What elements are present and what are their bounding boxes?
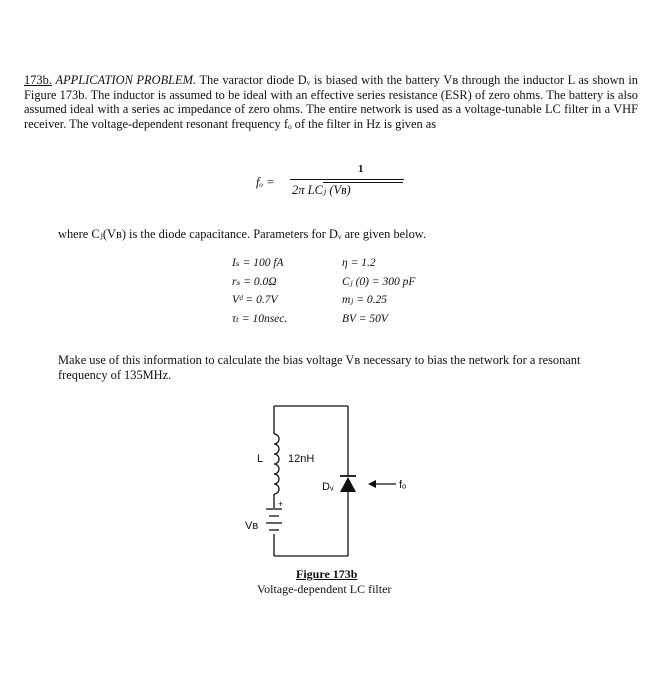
output-label: fₒ [399, 479, 407, 491]
inductor-value: 12nH [288, 453, 315, 465]
problem-number: 173b. [24, 73, 52, 87]
battery-label: Vʙ [245, 520, 259, 532]
inductor-label: L [257, 453, 264, 465]
param-rs: rₛ = 0.0Ω [232, 275, 277, 288]
formula-lhs: fₒ = [256, 175, 275, 189]
param-is: Iₛ = 100 fA [232, 257, 284, 269]
param-bv: BV = 50V [342, 312, 388, 325]
param-vd: Vᵈ = 0.7V [232, 294, 278, 307]
param-cj0: Cⱼ (0) = 300 pF [342, 275, 416, 288]
diode-label: Dᵥ [322, 481, 334, 493]
inductor-coil [274, 434, 279, 494]
arrow-left-icon [368, 480, 376, 488]
formula-denominator: 2π LCⱼ (Vʙ) [292, 183, 351, 197]
where-text: where Cⱼ(Vʙ) is the diode capacitance. Parameters for Dᵥ are given below. [58, 227, 427, 241]
param-tau: τₜ = 10nsec. [232, 312, 288, 325]
formula-numerator: 1 [358, 163, 364, 175]
task-text: Make use of this information to calculate the bias voltage Vʙ necessary to bias the network for a resonant frequency of 135MHz. [58, 353, 581, 382]
param-mj: mⱼ = 0.25 [342, 294, 387, 307]
figure-caption: Voltage-dependent LC filter [257, 582, 392, 596]
battery-plus-sign: + [278, 499, 284, 509]
problem-heading: APPLICATION PROBLEM. [55, 73, 197, 87]
figure-title: Figure 173b [296, 567, 358, 581]
param-eta: η = 1.2 [342, 257, 376, 269]
diode-triangle-icon [340, 477, 356, 492]
problem-body: The varactor diode Dᵥ is biased with the battery Vʙ through the inductor L as shown in Figure 173b. The inductor is assumed to be ideal with an effective series resistance (ESR) of zero ohms. The battery is also assumed ideal with a series ac impedance of zero ohms. The entire network is used as a voltage-tunable LC filter in a VHF receiver. The voltage-dependent resonant frequency fₒ of the filter in Hz is given as [24, 73, 638, 131]
